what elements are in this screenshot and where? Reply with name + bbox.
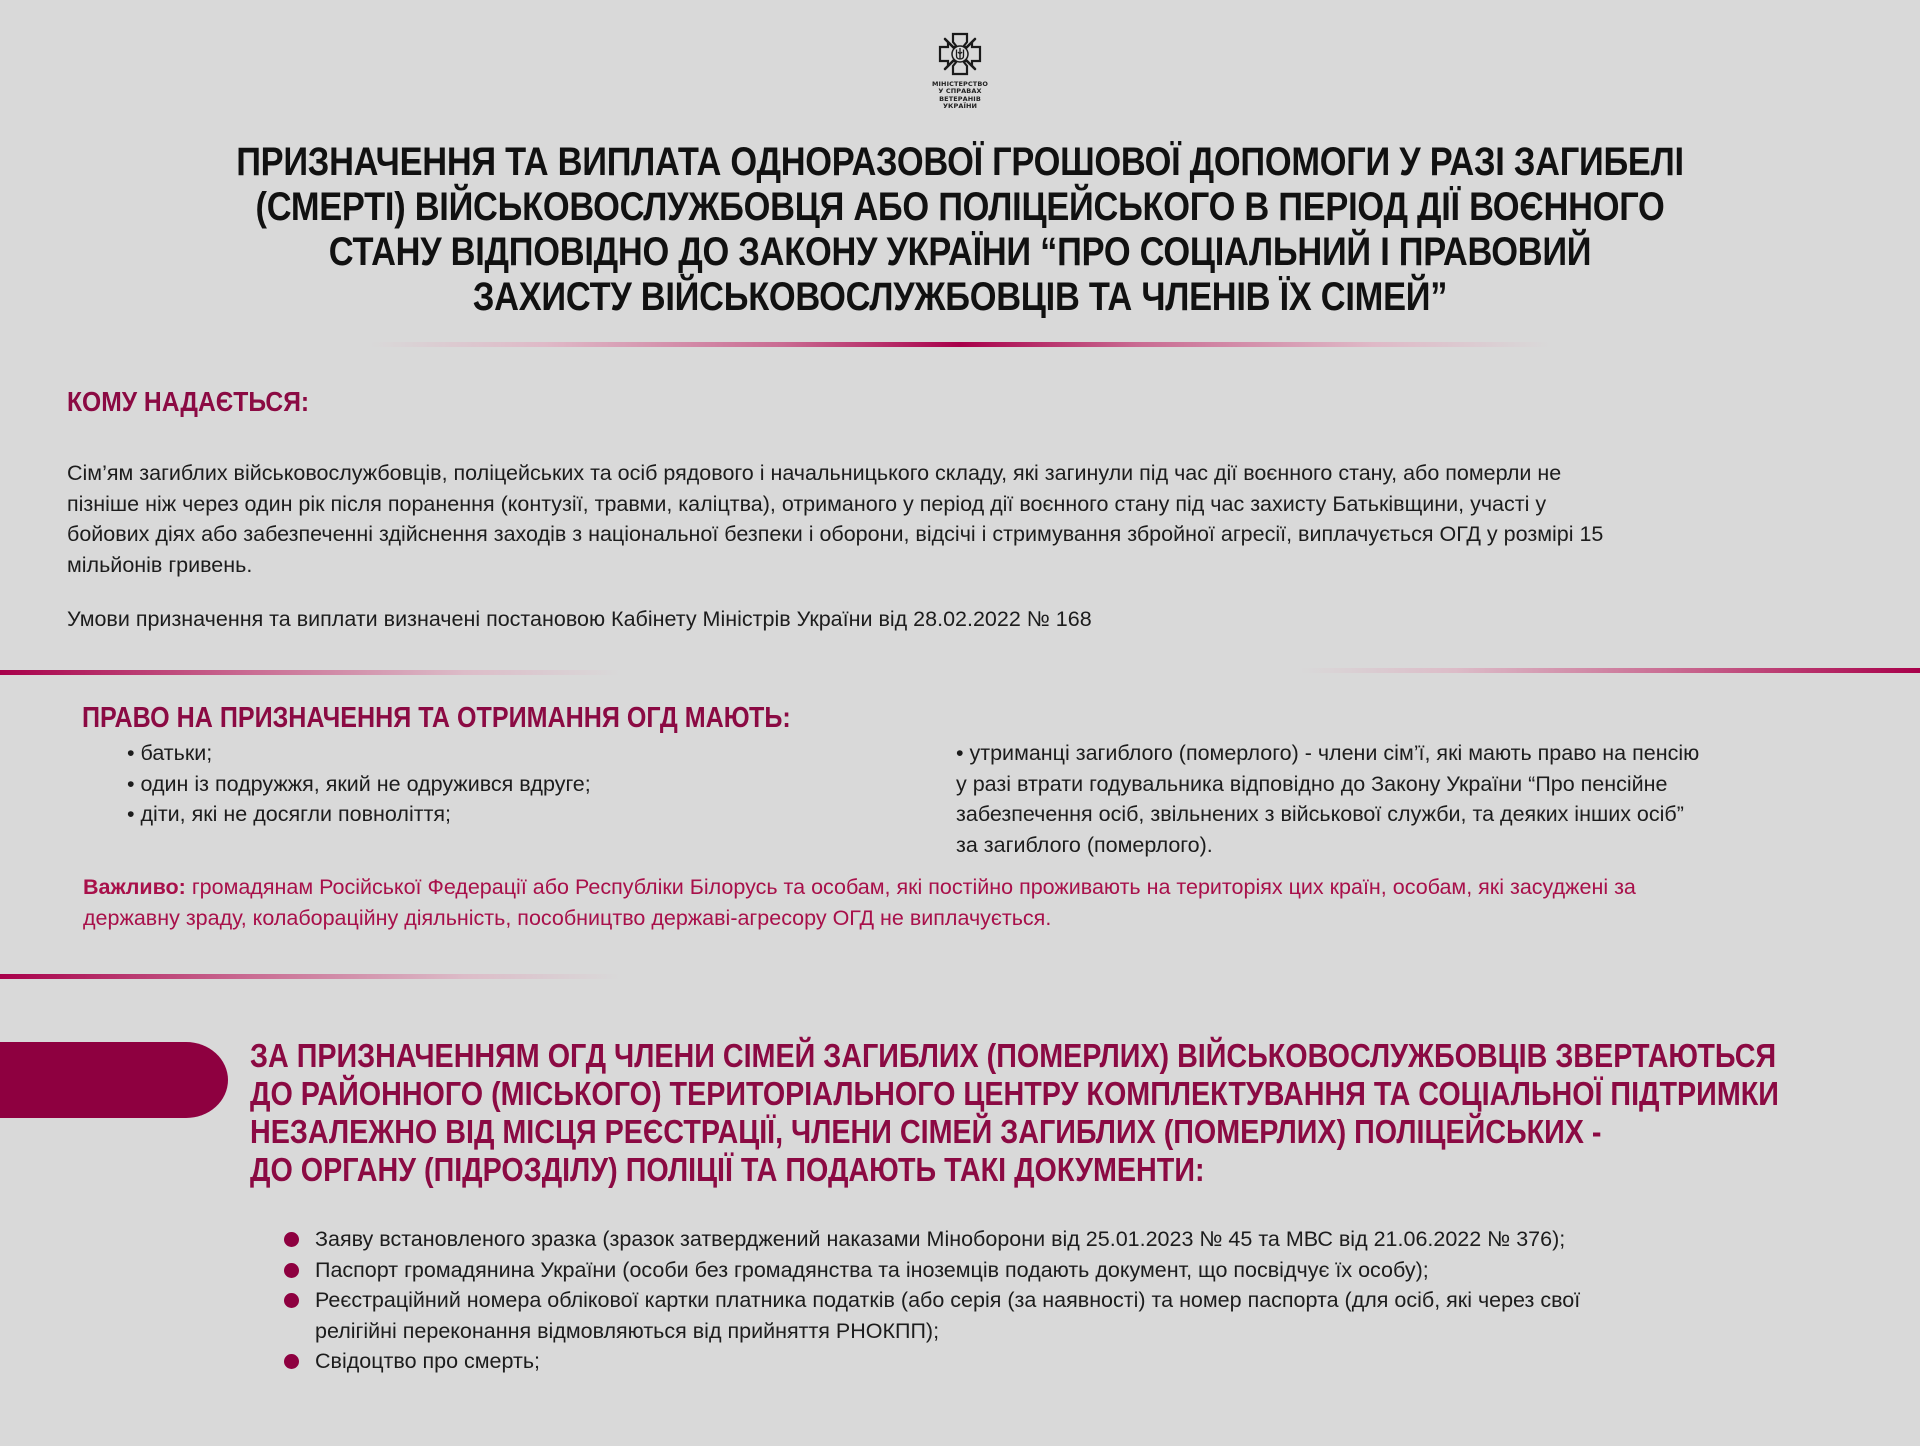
list-item: • діти, які не досягли повноліття; xyxy=(127,802,452,826)
heading-line: ДО РАЙОННОГО (МІСЬКОГО) ТЕРИТОРІАЛЬНОГО ЦЕНТРУ КОМПЛЕКТУВАННЯ ТА СОЦІАЛЬНОЇ ПІДТРИМКИ xyxy=(250,1075,1779,1112)
bullet-dot-icon xyxy=(284,1232,299,1247)
document-text: релігійні переконання відмовляються від прийняття РНОКПП); xyxy=(315,1318,940,1343)
ministry-logo xyxy=(925,30,995,111)
list-item-line: у разі втрати годувальника відповідно до Закону України “Про пенсійне xyxy=(956,771,1668,796)
paragraph-line: Сім’ям загиблих військовослужбовців, поліцейських та осіб рядового і начальницького складу, які загинули під час дії воєнного стану, або померли не xyxy=(67,461,1562,485)
list-item-line: забезпечення осіб, звільнених з військової служби, та деяких інших осіб” xyxy=(956,802,1684,826)
heading-line: НЕЗАЛЕЖНО ВІД МІСЦЯ РЕЄСТРАЦІЇ, ЧЛЕНИ СІМЕЙ ЗАГИБЛИХ (ПОМЕРЛИХ) ПОЛІЦЕЙСЬКИХ - xyxy=(250,1113,1602,1150)
important-note xyxy=(83,872,1883,933)
paragraph-line: пізніше ніж через один рік після поранення (контузії, травми, каліцтва), отриманого у період дії воєнного стану під час захисту Батьківщини, участі у xyxy=(67,491,1547,516)
paragraph-line: мільйонів гривень. xyxy=(67,552,253,577)
document-text: Реєстраційний номера облікової картки платника податків (або серія (за наявності) та номер паспорта (для осіб, які через свої xyxy=(315,1288,1581,1312)
list-item: • батьки; xyxy=(127,741,213,765)
documents-list xyxy=(282,1224,1580,1377)
bullet-dot-icon xyxy=(284,1293,299,1308)
title-line: СТАНУ ВІДПОВІДНО ДО ЗАКОНУ УКРАЇНИ “ПРО СОЦІАЛЬНИЙ І ПРАВОВИЙ xyxy=(328,230,1592,274)
conditions-text: Умови призначення та виплати визначені постановою Кабінету Міністрів України від 28.02.2022 № 168 xyxy=(67,607,1092,631)
ministry-emblem-icon xyxy=(936,30,984,78)
list-item-line: • утриманці загиблого (померлого) - члени сім’ї, які мають право на пенсію xyxy=(956,741,1700,765)
document-item xyxy=(282,1255,1580,1286)
document-item xyxy=(282,1346,1580,1377)
heading-line: ЗА ПРИЗНАЧЕННЯМ ОГД ЧЛЕНИ СІМЕЙ ЗАГИБЛИХ (ПОМЕРЛИХ) ВІЙСЬКОВОСЛУЖБОВЦІВ ЗВЕРТАЮТЬСЯ xyxy=(250,1037,1777,1074)
document-item xyxy=(282,1285,1580,1346)
who-paragraph xyxy=(67,458,1877,580)
rights-list-left xyxy=(127,738,591,830)
section-divider-left xyxy=(0,974,620,979)
page-title xyxy=(203,140,1717,320)
apply-heading xyxy=(250,1037,1779,1189)
section-divider-left xyxy=(0,670,620,675)
important-text: державну зраду, колабораційну діяльність, пособництво державі-агресору ОГД не виплачується. xyxy=(83,905,1052,930)
document-text: Паспорт громадянина України (особи без громадянства та іноземців подають документ, що посвідчує їх особу); xyxy=(315,1257,1429,1282)
section-divider-right xyxy=(1300,668,1920,673)
ministry-name xyxy=(925,81,995,111)
document-text: Заяву встановленого зразка (зразок затверджений наказами Міноборони від 25.01.2023 № 45 та МВС від 21.06.2022 № 376); xyxy=(315,1227,1566,1251)
important-label: Важливо: xyxy=(83,875,186,899)
document-text: Свідоцтво про смерть; xyxy=(315,1349,541,1373)
heading-line: ДО ОРГАНУ (ПІДРОЗДІЛУ) ПОЛІЦІЇ ТА ПОДАЮТЬ ТАКІ ДОКУМЕНТИ: xyxy=(250,1151,1205,1188)
list-item: • один із подружжя, який не одружився вдруге; xyxy=(127,771,591,796)
title-divider xyxy=(370,342,1550,347)
document-item xyxy=(282,1224,1580,1255)
rights-heading: ПРАВО НА ПРИЗНАЧЕННЯ ТА ОТРИМАННЯ ОГД МАЮТЬ: xyxy=(82,702,791,734)
who-heading: КОМУ НАДАЄТЬСЯ: xyxy=(67,386,310,417)
list-item-line: за загиблого (померлого). xyxy=(956,832,1213,857)
bullet-dot-icon xyxy=(284,1354,299,1369)
logo-line: МІНІСТЕРСТВО xyxy=(931,80,989,88)
title-line: (СМЕРТІ) ВІЙСЬКОВОСЛУЖБОВЦЯ АБО ПОЛІЦЕЙСЬКОГО В ПЕРІОД ДІЇ ВОЄННОГО xyxy=(255,185,1665,229)
paragraph-line: бойових діях або забезпеченні здійснення заходів з національної безпеки і оборони, відсічі і стримування збройної агресії, виплачується ОГД у розмірі 15 xyxy=(67,522,1604,546)
title-line: ЗАХИСТУ ВІЙСЬКОВОСЛУЖБОВЦІВ ТА ЧЛЕНІВ ЇХ СІМЕЙ” xyxy=(472,275,1448,319)
bullet-dot-icon xyxy=(284,1263,299,1278)
logo-line: У СПРАВАХ xyxy=(938,87,982,96)
decorative-pill xyxy=(0,1042,228,1118)
logo-line: ВЕТЕРАНІВ xyxy=(939,94,981,103)
rights-list-right xyxy=(956,738,1699,860)
logo-line: УКРАЇНИ xyxy=(942,102,978,111)
title-line: ПРИЗНАЧЕННЯ ТА ВИПЛАТА ОДНОРАЗОВОЇ ГРОШОВОЇ ДОПОМОГИ У РАЗІ ЗАГИБЕЛІ xyxy=(236,140,1684,184)
important-text: громадянам Російської Федерації або Республіки Білорусь та особам, які постійно проживають на територіях цих країн, особам, які засуджені за xyxy=(185,875,1636,899)
